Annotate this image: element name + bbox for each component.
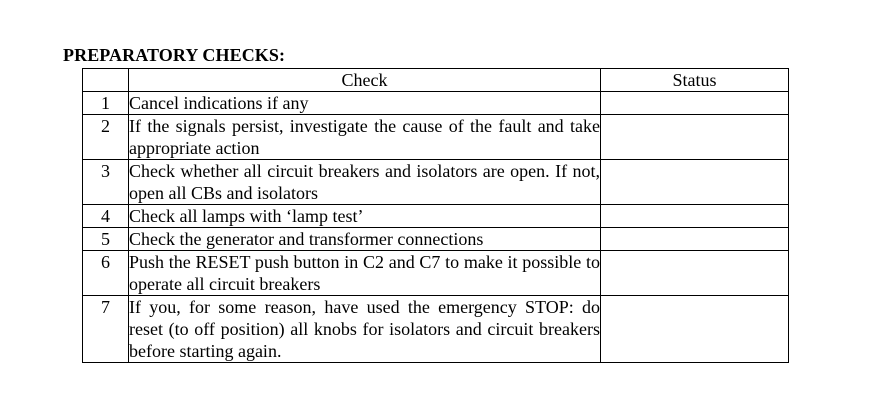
row-number: 4 (83, 205, 129, 228)
row-check-text: If you, for some reason, have used the emergency STOP: do reset (to off position) all knobs for isolators and circuit breakers before starting again. (129, 297, 600, 361)
row-number: 6 (83, 251, 129, 296)
row-status-cell[interactable] (601, 296, 789, 363)
row-check-text: Check whether all circuit breakers and isolators are open. If not, open all CBs and isolators (129, 161, 600, 203)
header-check: Check (129, 69, 601, 92)
row-check-text: Check all lamps with ‘lamp test’ (129, 205, 601, 228)
table-header-row (83, 69, 789, 92)
row-number: 3 (83, 160, 129, 205)
preparatory-checks-table (82, 68, 789, 363)
table-row (83, 115, 789, 160)
row-status-cell[interactable] (601, 228, 789, 251)
row-check-text: Push the RESET push button in C2 and C7 to make it possible to operate all circuit breakers (129, 252, 600, 294)
row-check-text: Check the generator and transformer connections (129, 228, 601, 251)
table-row (83, 228, 789, 251)
section-heading: PREPARATORY CHECKS: (63, 45, 286, 65)
row-status-cell[interactable] (601, 160, 789, 205)
row-number: 7 (83, 296, 129, 363)
row-status-cell[interactable] (601, 115, 789, 160)
row-number: 1 (83, 92, 129, 115)
header-number-cell (83, 69, 129, 92)
row-status-cell[interactable] (601, 205, 789, 228)
table-row (83, 251, 789, 296)
row-check-text: Cancel indications if any (129, 92, 601, 115)
table-row (83, 92, 789, 115)
row-number: 5 (83, 228, 129, 251)
table-row (83, 296, 789, 363)
table-row (83, 205, 789, 228)
row-status-cell[interactable] (601, 92, 789, 115)
row-check-text: If the signals persist, investigate the cause of the fault and take appropriate action (129, 116, 600, 158)
table-row (83, 160, 789, 205)
row-status-cell[interactable] (601, 251, 789, 296)
header-status: Status (601, 69, 789, 92)
row-number: 2 (83, 115, 129, 160)
